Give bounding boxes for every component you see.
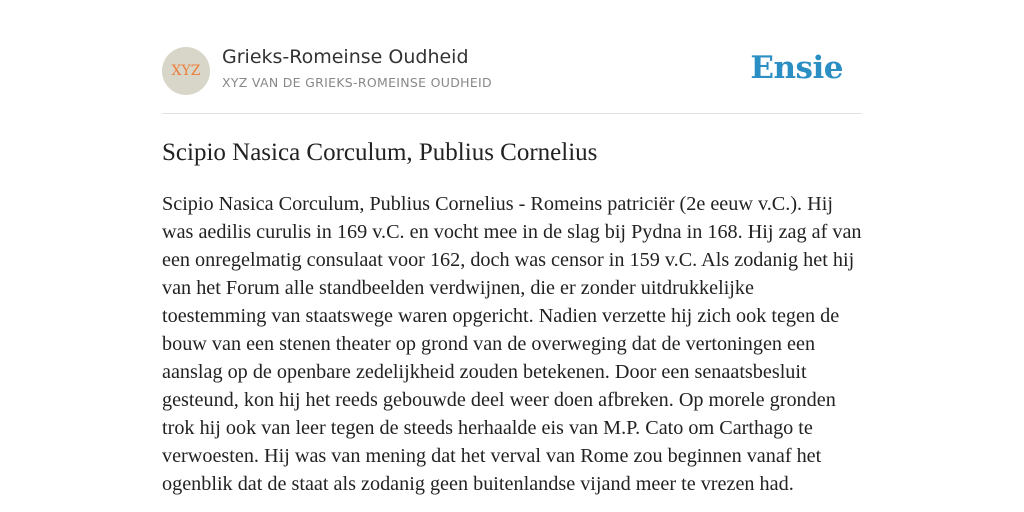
- source-title-link[interactable]: Grieks-Romeinse Oudheid: [222, 46, 469, 68]
- header-divider: [162, 113, 862, 114]
- ensie-logo[interactable]: Ensie: [750, 50, 843, 86]
- source-subtitle: XYZ VAN DE GRIEKS-ROMEINSE OUDHEID: [222, 75, 492, 90]
- source-header: [162, 46, 862, 96]
- article-body: Scipio Nasica Corculum, Publius Cornelius - Romeins patriciër (2e eeuw v.C.). Hij was aedilis curulis in 169 v.C. en vocht mee in de slag bij Pydna in 168. Hij zag af van een onregelmatig consulaat voor 162, doch was censor in 159 v.C. Als zodanig het hij van het Forum alle standbeelden verdwijnen, die er zonder uitdrukkelijke toestemming van staatswege waren opgericht. Nadien verzette hij zich ook tegen de bouw van een stenen theater op grond van de overweging dat de vertoningen een aanslag op de openbare zedelijkheid zouden betekenen. Door een senaatsbesluit gesteund, kon hij het reeds gebouwde deel weer doen afbreken. Op morele gronden trok hij ook van leer tegen de steeds herhaalde eis van M.P. Cato om Carthago te verwoesten. Hij was van mening dat het verval van Rome zou beginnen vanaf het ogenblik dat de staat als zodanig geen buitenlandse vijand meer te vrezen had.: [162, 193, 862, 495]
- source-avatar[interactable]: XYZ: [162, 47, 210, 95]
- article-title: Scipio Nasica Corculum, Publius Cornelius: [162, 139, 598, 166]
